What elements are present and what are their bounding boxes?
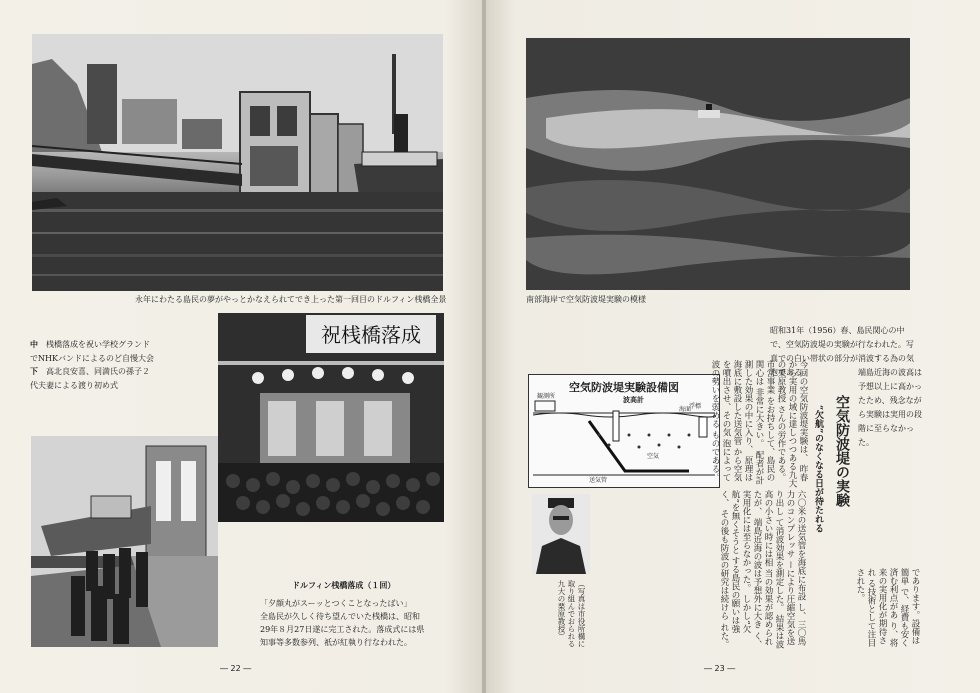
body-line: から空気を噴出させ、その気 <box>721 360 742 482</box>
dolphin-box-title: ドルフィン桟橋落成（１回） <box>292 581 396 590</box>
legend-line: 中 桟橋落成を祝い学校グランド <box>30 339 150 349</box>
diagram-drawing <box>529 375 719 487</box>
ocean-experiment-photo <box>526 38 910 290</box>
dolphin-box-line: 知事等多数参列、祇が紅執り行なわれた。 <box>260 638 412 647</box>
body-line: 結果は波高の小さい時には相 <box>763 490 784 649</box>
diagram-label: 空気 <box>647 453 660 460</box>
dolphin-bridge-illustration <box>32 34 443 291</box>
body-line: り、将来の実用化が期待され <box>866 568 898 648</box>
body-line: 当の効果が認められたが、 <box>752 490 773 646</box>
diagram-label: 浮標 <box>689 403 702 410</box>
pier-crossing-illustration <box>31 436 218 647</box>
intro-text: 昭和31年（1956）春、島民関心の中で、空気防波堤の実験が行なわれた。写真での白い帯状の部分が消波する為の気泡である。 <box>770 326 914 377</box>
dolphin-box-line: 29年８月27日遂に完工された。落成式には県 <box>260 625 425 634</box>
article-body-lower <box>606 490 806 650</box>
body-line: しかし“欠航”を無くそうと <box>730 490 751 634</box>
body-line: て消波効果を測定した。 <box>774 518 784 612</box>
diagram-label: 送気管 <box>589 477 608 484</box>
diagram-label: 海面 <box>679 406 692 413</box>
festival-photo <box>218 313 444 522</box>
article-subheading: “欠航”のなくなる日が待たれる <box>813 405 823 533</box>
diagram-label: 観測所 <box>537 393 556 400</box>
body-line: し、三〇馬力のコンプレッサ <box>785 490 806 646</box>
left-page <box>0 0 484 693</box>
body-line: 昨春から実用の域に達しつつある九大の栗原教授 <box>776 360 808 488</box>
body-line: する島民の願いは強く、 <box>719 490 740 634</box>
dolphin-bridge-photo <box>32 34 443 291</box>
pier-crossing-photo <box>31 436 218 647</box>
aside-text: 端島近海の波高は予想以上に高かったため、残念ながら実験は実用の段階に至らなかった。 <box>858 368 922 447</box>
body-line: 原理は海底に敷設した送気管 <box>732 360 753 482</box>
body-line: さんの労作である。市営事業 <box>765 360 786 482</box>
dolphin-box <box>222 580 462 649</box>
body-line: く、実用化には至らなかった。 <box>741 490 762 649</box>
body-line: その後も防波の研究は続けら <box>719 509 729 621</box>
body-line: をお持ちして、島民の関心は <box>754 360 775 482</box>
legend-line: 下 高北良安喜、同満氏の孫子２ <box>30 366 150 376</box>
dolphin-box-line: 全島民が久しく待ち望んでいた桟橋は、昭和 <box>260 612 420 621</box>
body-line: ーにより圧縮空気を送り出し <box>774 490 795 646</box>
article-body-end <box>810 568 920 650</box>
festival-illustration <box>218 313 444 522</box>
body-line: 配者が計測した効果の中に入り、 <box>743 360 764 485</box>
body-line: 六〇米の送気管を海底に布設 <box>796 490 806 601</box>
body-line: ものである。 <box>710 430 720 482</box>
festival-banner-text: 祝桟橋落成 <box>321 323 421 347</box>
body-line: 今回の空気防波堤実験は、 <box>798 360 808 462</box>
body-line: であります。設備は簡単 <box>899 568 920 645</box>
photo-legend <box>30 338 154 392</box>
right-page-number: ― 23 ― <box>704 664 736 673</box>
body-line: 端島近海の波は予想外に大き <box>752 518 762 629</box>
body-line: 非常に大きい。 <box>754 388 764 448</box>
right-page <box>486 0 980 693</box>
air-breakwater-diagram <box>528 374 720 488</box>
body-line: 泡によって波の勢いを弱める <box>710 360 731 482</box>
legend-line: 代夫妻による渡り初め式 <box>30 380 118 390</box>
ocean-photo-caption: 南部海岸で空気防波堤実験の模様 <box>526 295 646 304</box>
bridge-photo-caption: 永年にわたる島民の夢がやっとかなえられてでき上った第一回目のドルフィン桟橋全景 <box>135 295 447 304</box>
dolphin-box-quote: 「夕顔丸がスーッとつくことなったばい」 <box>260 599 412 608</box>
portrait-illustration <box>532 494 590 574</box>
diagram-label: 波高計 <box>623 396 644 404</box>
body-line: る技術として注目された。 <box>855 568 876 648</box>
portrait-caption: （写真は市役所構に取り組んでおられる九大の栗原教授） <box>557 580 586 648</box>
legend-line: でNHKバンドによるのど自慢大会 <box>30 353 154 363</box>
article-body-upper <box>710 360 808 490</box>
left-page-number: ― 22 ― <box>220 664 252 673</box>
body-line: で、経費も安く済む利点があ <box>888 568 909 648</box>
professor-portrait <box>532 494 590 574</box>
article-heading: 空気防波堤の実験 <box>834 395 850 507</box>
body-line: れた。 <box>719 622 729 649</box>
diagram-title: 空気防波堤実験設備図 <box>569 381 679 394</box>
ocean-illustration <box>526 38 910 290</box>
